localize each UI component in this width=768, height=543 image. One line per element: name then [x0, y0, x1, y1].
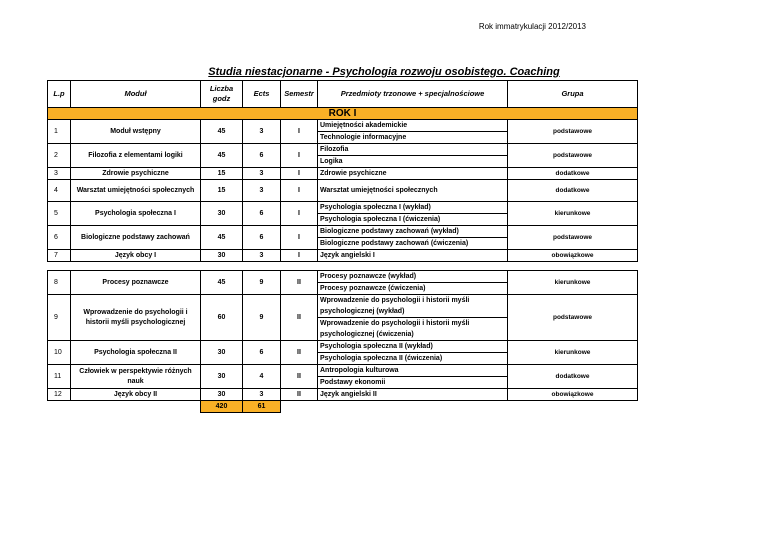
row-modul: Człowiek w perspektywie różnych nauk: [71, 365, 201, 389]
totals-blank: [508, 401, 638, 413]
table-row: [48, 202, 638, 214]
row-subject: Język angielski I: [318, 250, 508, 262]
row-sem: I: [281, 168, 318, 180]
row-subject: Umiejętności akademickie: [318, 120, 508, 132]
row-grupa: obowiązkowe: [508, 389, 638, 401]
row-grupa: obowiązkowe: [508, 250, 638, 262]
row-godz: 30: [201, 250, 243, 262]
row-sem: II: [281, 341, 318, 365]
row-ects: 6: [243, 202, 281, 226]
row-godz: 60: [201, 295, 243, 341]
row-subject: Wprowadzenie do psychologii i historii myśli: [318, 295, 508, 307]
row-subject: Podstawy ekonomii: [318, 377, 508, 389]
row-ects: 6: [243, 226, 281, 250]
row-lp: 9: [48, 295, 71, 341]
row-lp: 2: [48, 144, 71, 168]
row-ects: 3: [243, 120, 281, 144]
row-lp: 1: [48, 120, 71, 144]
row-sem: I: [281, 180, 318, 202]
row-modul: Wprowadzenie do psychologii i historii myśli psychologicznej: [71, 295, 201, 341]
row-subject: Procesy poznawcze (wykład): [318, 271, 508, 283]
row-lp: 4: [48, 180, 71, 202]
row-subject: Zdrowie psychiczne: [318, 168, 508, 180]
row-sem: II: [281, 295, 318, 341]
row-subject: psychologicznej (ćwiczenia): [318, 329, 508, 341]
total-ects: 61: [243, 401, 281, 413]
row-grupa: podstawowe: [508, 120, 638, 144]
row-lp: 3: [48, 168, 71, 180]
row-godz: 30: [201, 365, 243, 389]
row-modul: Procesy poznawcze: [71, 271, 201, 295]
row-subject: Logika: [318, 156, 508, 168]
row-godz: 30: [201, 202, 243, 226]
row-grupa: kierunkowe: [508, 271, 638, 295]
totals-blank: [318, 401, 508, 413]
col-semestr: Semestr: [281, 81, 318, 108]
row-ects: 9: [243, 295, 281, 341]
study-plan-table: [47, 80, 638, 413]
row-grupa: podstawowe: [508, 295, 638, 341]
row-lp: 8: [48, 271, 71, 295]
page-title: Studia niestacjonarne - Psychologia rozwoju osobistego. Coaching: [208, 66, 560, 78]
row-sem: II: [281, 271, 318, 295]
table-row: [48, 295, 638, 307]
row-subject: Warsztat umiejętności społecznych: [318, 180, 508, 202]
row-modul: Biologiczne podstawy zachowań: [71, 226, 201, 250]
row-lp: 5: [48, 202, 71, 226]
table-row: [48, 389, 638, 401]
row-godz: 45: [201, 226, 243, 250]
row-grupa: dodatkowe: [508, 365, 638, 389]
row-subject: Psychologia społeczna I (wykład): [318, 202, 508, 214]
table-row: [48, 341, 638, 353]
totals-blank: [281, 401, 318, 413]
row-godz: 15: [201, 180, 243, 202]
row-subject: Procesy poznawcze (ćwiczenia): [318, 283, 508, 295]
row-grupa: podstawowe: [508, 226, 638, 250]
table-row: [48, 365, 638, 377]
row-subject: Psychologia społeczna II (ćwiczenia): [318, 353, 508, 365]
row-ects: 3: [243, 180, 281, 202]
col-ects: Ects: [243, 81, 281, 108]
row-subject: psychologicznej (wykład): [318, 306, 508, 318]
section-row: [48, 108, 638, 120]
divider-cell: [48, 262, 638, 271]
row-lp: 6: [48, 226, 71, 250]
totals-blank: [71, 401, 201, 413]
row-subject: Język angielski II: [318, 389, 508, 401]
table-row: [48, 168, 638, 180]
row-sem: I: [281, 250, 318, 262]
immatriculation-year: Rok immatrykulacji 2012/2013: [478, 22, 586, 31]
row-sem: II: [281, 389, 318, 401]
row-godz: 45: [201, 271, 243, 295]
row-grupa: kierunkowe: [508, 202, 638, 226]
row-sem: I: [281, 120, 318, 144]
row-modul: Psychologia społeczna II: [71, 341, 201, 365]
row-sem: II: [281, 365, 318, 389]
row-sem: I: [281, 202, 318, 226]
table-row: [48, 250, 638, 262]
row-godz: 30: [201, 341, 243, 365]
row-subject: Wprowadzenie do psychologii i historii myśli: [318, 318, 508, 330]
row-subject: Psychologia społeczna I (ćwiczenia): [318, 214, 508, 226]
totals-blank: [48, 401, 71, 413]
semester-divider: [48, 262, 638, 271]
row-godz: 15: [201, 168, 243, 180]
row-subject: Antropologia kulturowa: [318, 365, 508, 377]
row-sem: I: [281, 226, 318, 250]
totals-row: [48, 401, 638, 413]
row-grupa: dodatkowe: [508, 168, 638, 180]
row-subject: Filozofia: [318, 144, 508, 156]
col-przedmioty: Przedmioty trzonowe + specjalnościowe: [318, 81, 508, 108]
row-modul: Psychologia społeczna I: [71, 202, 201, 226]
table-row: [48, 180, 638, 202]
total-godz: 420: [201, 401, 243, 413]
row-lp: 7: [48, 250, 71, 262]
row-subject: Psychologia społeczna II (wykład): [318, 341, 508, 353]
table-row: [48, 120, 638, 132]
row-sem: I: [281, 144, 318, 168]
section-label: ROK I: [48, 108, 638, 120]
row-lp: 12: [48, 389, 71, 401]
row-modul: Język obcy II: [71, 389, 201, 401]
row-ects: 4: [243, 365, 281, 389]
row-modul: Język obcy I: [71, 250, 201, 262]
row-godz: 45: [201, 120, 243, 144]
row-subject: Biologiczne podstawy zachowań (ćwiczenia): [318, 238, 508, 250]
row-lp: 11: [48, 365, 71, 389]
row-ects: 9: [243, 271, 281, 295]
row-grupa: podstawowe: [508, 144, 638, 168]
col-modul: Moduł: [71, 81, 201, 108]
row-subject: Technologie informacyjne: [318, 132, 508, 144]
row-godz: 30: [201, 389, 243, 401]
row-ects: 3: [243, 389, 281, 401]
table-row: [48, 271, 638, 283]
row-modul: Moduł wstępny: [71, 120, 201, 144]
row-godz: 45: [201, 144, 243, 168]
table-row: [48, 226, 638, 238]
row-grupa: dodatkowe: [508, 180, 638, 202]
row-lp: 10: [48, 341, 71, 365]
header-row: [48, 81, 638, 108]
row-modul: Warsztat umiejętności społecznych: [71, 180, 201, 202]
col-lp: L.p: [48, 81, 71, 108]
row-ects: 3: [243, 168, 281, 180]
row-modul: Filozofia z elementami logiki: [71, 144, 201, 168]
row-grupa: kierunkowe: [508, 341, 638, 365]
row-ects: 3: [243, 250, 281, 262]
row-ects: 6: [243, 144, 281, 168]
row-modul: Zdrowie psychiczne: [71, 168, 201, 180]
col-liczba-godz: Liczba godz: [201, 81, 243, 108]
row-subject: Biologiczne podstawy zachowań (wykład): [318, 226, 508, 238]
row-ects: 6: [243, 341, 281, 365]
table-row: [48, 144, 638, 156]
col-grupa: Grupa: [508, 81, 638, 108]
